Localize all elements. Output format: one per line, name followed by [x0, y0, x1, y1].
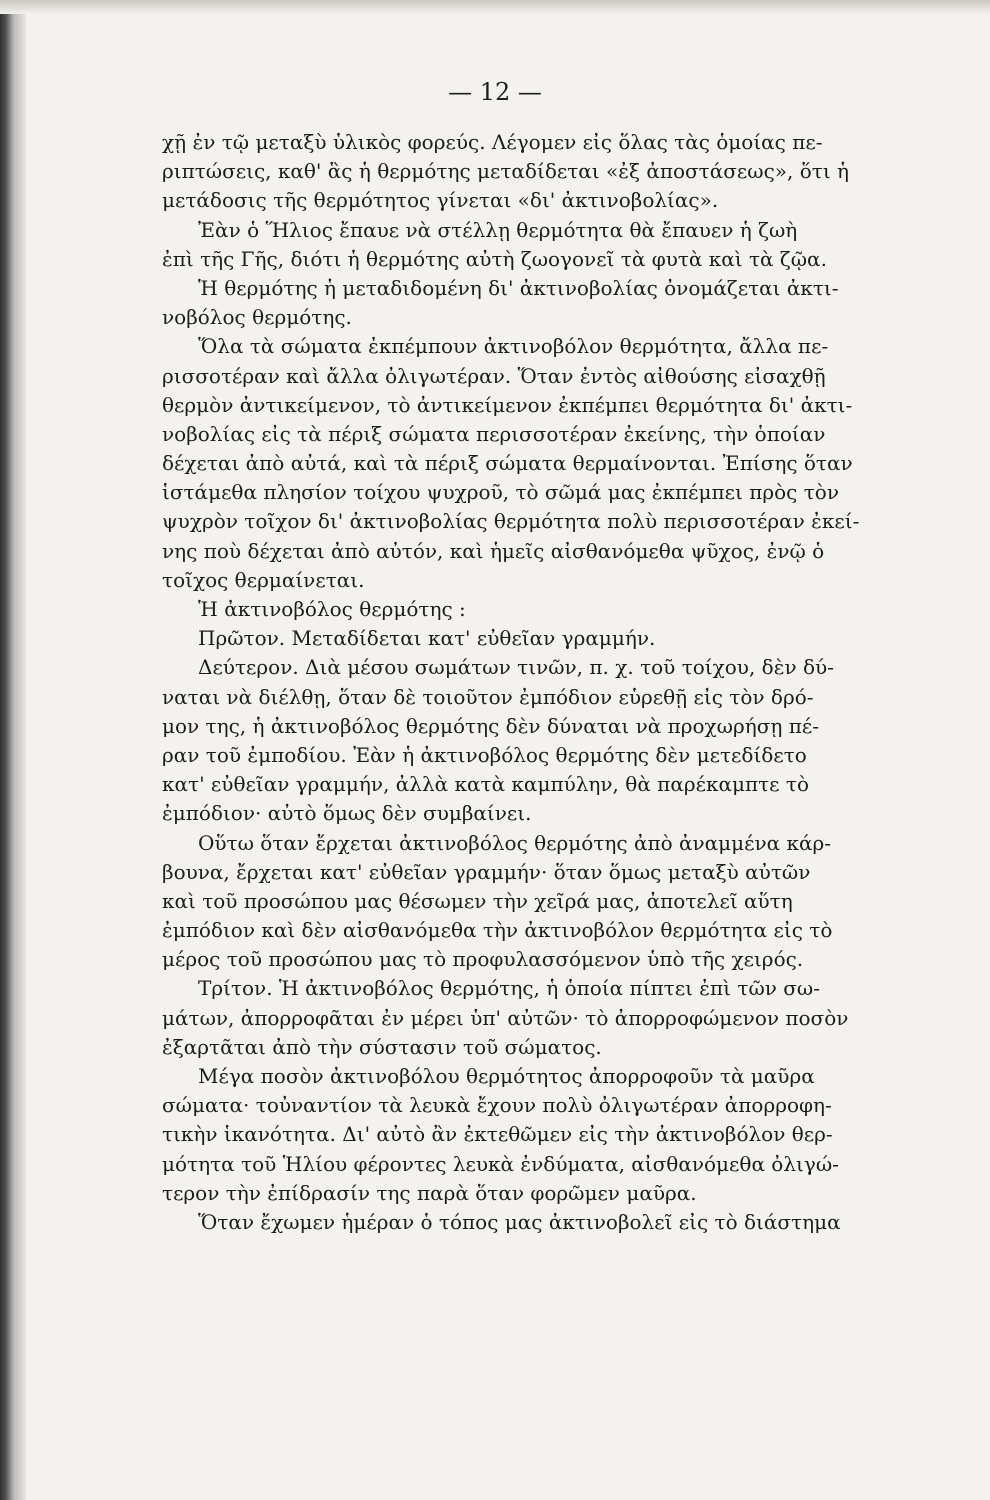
text-line: ἐμπόδιον καὶ δὲν αἰσθανόμεθα τὴν ἀκτινοβόλον θερμότητα εἰς τὸ — [162, 918, 833, 943]
text-line: Ἡ ἀκτινοβόλος θερμότης : — [198, 597, 466, 621]
text-line: νοβόλος θερμότης. — [162, 305, 352, 330]
text-line: μον της, ἡ ἀκτινοβόλος θερμότης δὲν δύναται νὰ προχωρήσῃ πέ- — [162, 713, 819, 738]
text-line: ψυχρὸν τοῖχον δι' ἀκτινοβολίας θερμότητα πολὺ περισσοτέραν ἐκεί- — [162, 509, 860, 534]
text-line: νης ποὺ δέχεται ἀπὸ αὐτόν, καὶ ἡμεῖς αἰσθανόμεθα ψῦχος, ἐνῷ ὁ — [162, 538, 825, 563]
body-text — [162, 128, 924, 1237]
text-line: τικὴν ἱκανότητα. Δι' αὐτὸ ἂν ἐκτεθῶμεν εἰς τὴν ἀκτινοβόλον θερ- — [162, 1122, 833, 1147]
text-line: μετάδοσις τῆς θερμότητος γίνεται «δι' ἀκτινοβολίας». — [162, 188, 719, 213]
text-line: τερον τὴν ἐπίδρασίν της παρὰ ὅταν φορῶμεν μαῦρα. — [162, 1180, 697, 1205]
text-line: Ἡ θερμότης ἡ μεταδιδομένη δι' ἀκτινοβολίας ὀνομάζεται ἀκτι- — [198, 275, 839, 300]
text-line: μότητα τοῦ Ἡλίου φέροντες λευκὰ ἐνδύματα, αἰσθανόμεθα ὀλιγώ- — [162, 1151, 839, 1176]
text-line: Ὅλα τὰ σώματα ἐκπέμπουν ἀκτινοβόλον θερμότητα, ἄλλα πε- — [198, 334, 829, 359]
text-line: Μέγα ποσὸν ἀκτινοβόλου θερμότητος ἀπορροφοῦν τὰ μαῦρα — [198, 1064, 815, 1088]
text-line: Ἐὰν ὁ Ἥλιος ἔπαυε νὰ στέλλῃ θερμότητα θὰ ἔπαυεν ἡ ζωὴ — [198, 217, 798, 242]
text-line: ἱστάμεθα πλησίον τοίχου ψυχροῦ, τὸ σῶμά μας ἐκπέμπει πρὸς τὸν — [162, 480, 839, 505]
text-line: θερμὸν ἀντικείμενον, τὸ ἀντικείμενον ἐκπέμπει θερμότητα δι' ἀκτι- — [162, 392, 853, 417]
page-number: — 12 — — [448, 78, 542, 106]
text-line: καὶ τοῦ προσώπου μας θέσωμεν τὴν χεῖρά μας, ἀποτελεῖ αὕτη — [162, 888, 793, 913]
book-spine-shadow — [0, 0, 26, 1500]
text-line: ἐπὶ τῆς Γῆς, διότι ἡ θερμότης αὐτὴ ζωογονεῖ τὰ φυτὰ καὶ τὰ ζῷα. — [162, 246, 827, 271]
text-line: ρισσοτέραν καὶ ἄλλα ὀλιγωτέραν. Ὅταν ἐντὸς αἰθούσης εἰσαχθῇ — [162, 363, 826, 388]
text-line: Τρίτον. Ἡ ἀκτινοβόλος θερμότης, ἡ ὁποία πίπτει ἐπὶ τῶν σω- — [198, 976, 820, 1001]
text-line: Δεύτερον. Διὰ μέσου σωμάτων τινῶν, π. χ. τοῦ τοίχου, δὲν δύ- — [198, 655, 834, 680]
text-line: Πρῶτον. Μεταδίδεται κατ' εὐθεῖαν γραμμήν. — [198, 626, 656, 651]
page-top-edge — [0, 0, 990, 14]
text-line: ριπτώσεις, καθ' ἃς ἡ θερμότης μεταδίδεται «ἐξ ἀποστάσεως», ὅτι ἡ — [162, 159, 850, 184]
text-line: ναται νὰ διέλθῃ, ὅταν δὲ τοιοῦτον ἐμπόδιον εὑρεθῇ εἰς τὸν δρό- — [162, 684, 814, 709]
text-line: μέρος τοῦ προσώπου μας τὸ προφυλασσόμενον ὑπὸ τῆς χειρός. — [162, 947, 804, 972]
text-line: χῇ ἐν τῷ μεταξὺ ὑλικὸς φορεύς. Λέγομεν εἰς ὅλας τὰς ὁμοίας πε- — [162, 130, 823, 154]
text-line: σώματα· τοὐναντίον τὰ λευκὰ ἔχουν πολὺ ὀλιγωτέραν ἀπορροφη- — [162, 1093, 832, 1118]
text-line: τοῖχος θερμαίνεται. — [162, 567, 365, 592]
text-line: δέχεται ἀπὸ αὐτά, καὶ τὰ πέριξ σώματα θερμαίνονται. Ἐπίσης ὅταν — [162, 451, 853, 476]
text-line: Οὕτω ὅταν ἔρχεται ἀκτινοβόλος θερμότης ἀπὸ ἀναμμένα κάρ- — [198, 830, 832, 855]
text-line: Ὅταν ἔχωμεν ἡμέραν ὁ τόπος μας ἀκτινοβολεῖ εἰς τὸ διάστημα — [198, 1209, 841, 1234]
text-line: βουνα, ἔρχεται κατ' εὐθεῖαν γραμμήν· ὅταν ὅμως μεταξὺ αὐτῶν — [162, 859, 811, 884]
text-line: κατ' εὐθεῖαν γραμμήν, ἀλλὰ κατὰ καμπύλην, θὰ παρέκαμπτε τὸ — [162, 772, 809, 797]
text-line: ραν τοῦ ἐμποδίου. Ἐὰν ἡ ἀκτινοβόλος θερμότης δὲν μετεδίδετο — [162, 742, 807, 767]
text-line: ἐμπόδιον· αὐτὸ ὅμως δὲν συμβαίνει. — [162, 801, 532, 826]
text-line: νοβολίας εἰς τὰ πέριξ σώματα περισσοτέραν ἐκείνης, τὴν ὁποίαν — [162, 421, 826, 446]
text-line: μάτων, ἀπορροφᾶται ἐν μέρει ὑπ' αὐτῶν· τὸ ἀπορροφώμενον ποσὸν — [162, 1005, 849, 1030]
text-line: ἐξαρτᾶται ἀπὸ τὴν σύστασιν τοῦ σώματος. — [162, 1034, 602, 1059]
